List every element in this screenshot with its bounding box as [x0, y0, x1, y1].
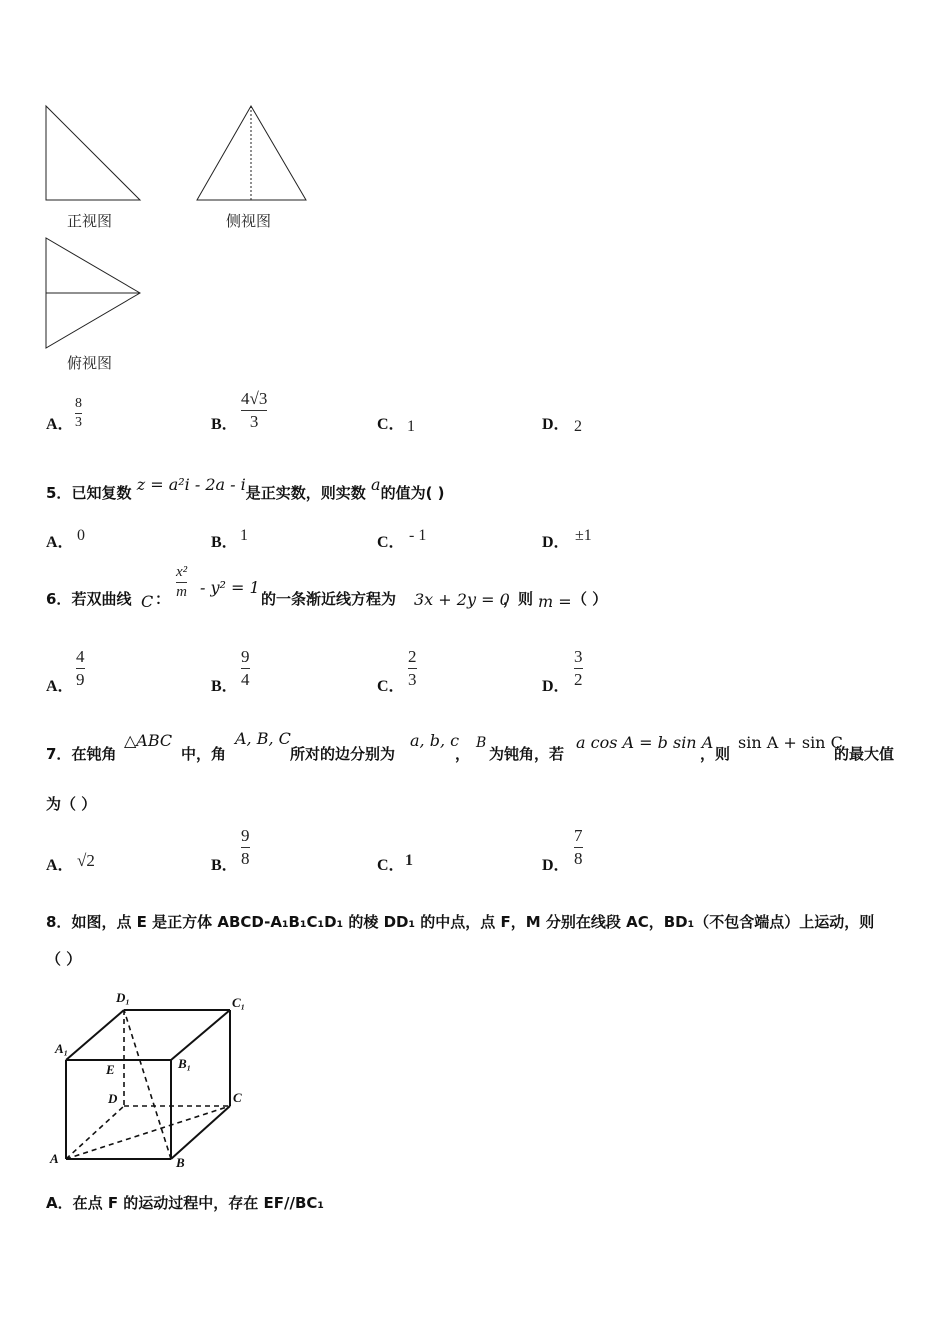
q4-option-c-label[interactable]: C．	[377, 416, 405, 433]
q7-triangle: △ABC	[124, 731, 173, 750]
q7-option-a-value: √2	[77, 851, 95, 870]
q7-option-c-value: 1	[405, 852, 413, 869]
q4-option-a-label[interactable]: A．	[46, 416, 74, 433]
edge-a1-d1	[66, 1010, 124, 1060]
q6-option-a-fraction	[76, 647, 85, 689]
q7-option-d-fraction	[574, 826, 583, 868]
q7-number-text	[46, 743, 116, 764]
q5-text-3: 的值为( )	[380, 484, 445, 502]
q7-number: 7．	[46, 745, 72, 763]
q8-question-line-2: （ ）	[46, 950, 82, 968]
q7-b-denominator: 8	[241, 848, 250, 868]
q6-c-numerator: 2	[408, 647, 417, 666]
q6-b-denominator: 4	[241, 669, 250, 689]
q5-text-1: 已知复数	[71, 484, 132, 502]
q7-d-denominator: 8	[574, 848, 583, 868]
side-view-triangle	[197, 106, 306, 200]
vertex-label-d: D	[108, 1091, 118, 1106]
q7-text-7: 的最大值	[834, 745, 895, 763]
vertex-label-c: C	[233, 1090, 242, 1105]
q5-question	[46, 475, 445, 503]
q6-a-numerator: 4	[76, 647, 85, 666]
q5-option-a-value: 0	[77, 527, 85, 544]
q7-text-2: 中，角	[181, 745, 227, 763]
q7-target: sin A + sin C	[738, 733, 843, 752]
q4-a-denominator: 3	[75, 415, 82, 431]
q6-option-c-fraction	[408, 647, 417, 689]
q6-equation-rest: - y² = 1	[200, 578, 260, 597]
diagonal-b-d1	[124, 1010, 171, 1159]
q6-option-d-label[interactable]: D．	[542, 678, 570, 695]
q7-b-numerator: 9	[241, 826, 250, 845]
q7-text-6: ，则	[700, 745, 731, 763]
vertex-label-e: E	[106, 1062, 115, 1077]
q7-angles: A, B, C	[235, 729, 291, 748]
q6-colon: ：	[155, 590, 171, 608]
q6-curve: C	[141, 592, 154, 611]
vertex-label-b1: B₁	[178, 1056, 192, 1071]
q4-a-numerator: 8	[75, 396, 82, 411]
q7-angle-b: B	[476, 735, 487, 751]
q7-text-5: 为钝角，若	[489, 745, 565, 763]
q5-option-c-value: - 1	[409, 527, 427, 544]
q7-condition: a cos A = b sin A	[576, 733, 714, 752]
q7-option-a-label[interactable]: A．	[46, 857, 74, 874]
front-view-caption: 正视图	[67, 212, 113, 230]
q7-text-1: 在钝角	[71, 745, 117, 763]
q6-text-1: 若双曲线	[71, 590, 132, 608]
q7-option-b-fraction	[241, 826, 250, 868]
q6-d-denominator: 2	[574, 669, 583, 689]
cube-figure	[40, 985, 270, 1175]
q4-option-b-label[interactable]: B．	[211, 416, 238, 433]
q7-text-8: 为（ ）	[46, 795, 97, 813]
q7-text-4: ，	[455, 745, 471, 763]
q6-option-b-label[interactable]: B．	[211, 678, 238, 695]
q4-option-a-fraction	[75, 396, 82, 431]
q8-text: 如图，点 E 是正方体 ABCD-A₁B₁C₁D₁ 的棱 DD₁ 的中点，点 F，M 分别在线段 AC，BD₁（不包含端点）上运动，则	[71, 913, 875, 931]
q6-d-numerator: 3	[574, 647, 583, 666]
q8-option-a[interactable]: A．在点 F 的运动过程中，存在 EF//BC₁	[46, 1194, 324, 1212]
q6-a-denominator: 9	[76, 669, 85, 689]
q5-option-c-label[interactable]: C．	[377, 534, 405, 551]
q4-option-c-value: 1	[407, 418, 415, 435]
q8-number: 8．	[46, 913, 72, 931]
top-view-caption: 俯视图	[67, 354, 113, 372]
q6-eq-numerator: x²	[176, 564, 188, 580]
vertex-label-a: A	[50, 1151, 59, 1166]
vertex-label-a1: A₁	[55, 1041, 69, 1056]
q6-text-3: ，则	[503, 590, 534, 608]
q5-option-b-value: 1	[240, 527, 248, 544]
q6-number-text	[46, 588, 131, 609]
q5-option-a-label[interactable]: A．	[46, 534, 74, 551]
q5-option-d-label[interactable]: D．	[542, 534, 570, 551]
q7-option-c-label[interactable]: C．	[377, 857, 405, 874]
q4-b-denominator: 3	[249, 411, 259, 431]
q4-b-numerator: 4√3	[241, 389, 268, 408]
q4-option-b-fraction	[241, 389, 267, 431]
edge-b1-c1	[171, 1010, 230, 1060]
q5-option-d-value: ±1	[575, 527, 592, 544]
diagonal-a-c	[66, 1106, 230, 1159]
edge-b-c	[171, 1106, 230, 1159]
q6-asymptote: 3x + 2y = 0	[414, 590, 510, 609]
q6-text-2: 的一条渐近线方程为	[261, 590, 397, 608]
edge-a-d-hidden	[66, 1106, 124, 1159]
q6-option-c-label[interactable]: C．	[377, 678, 405, 695]
q6-option-b-fraction	[241, 647, 250, 689]
q6-equation-fraction	[176, 564, 187, 602]
q6-paren: （ ）	[572, 590, 608, 608]
q7-option-b-label[interactable]: B．	[211, 857, 238, 874]
vertex-label-c1: C₁	[232, 995, 246, 1010]
q5-number: 5．	[46, 484, 72, 502]
q5-text-2: 是正实数，则实数	[245, 484, 366, 502]
q6-c-denominator: 3	[408, 669, 417, 689]
q7-text-3: 所对的边分别为	[290, 745, 396, 763]
q5-var: a	[371, 475, 381, 494]
q6-ask: m =	[538, 592, 572, 611]
q6-number: 6．	[46, 590, 72, 608]
q5-option-b-label[interactable]: B．	[211, 534, 238, 551]
q6-option-a-label[interactable]: A．	[46, 678, 74, 695]
q7-option-d-label[interactable]: D．	[542, 857, 570, 874]
q7-d-numerator: 7	[574, 826, 583, 845]
q8-question-line-1	[46, 911, 874, 932]
q4-option-d-value: 2	[574, 418, 582, 435]
q7-sides: a, b, c	[410, 731, 460, 750]
q6-option-d-fraction	[574, 647, 583, 689]
vertex-label-b: B	[176, 1155, 185, 1170]
vertex-label-d1: D₁	[116, 990, 130, 1005]
q6-eq-denominator: m	[176, 584, 187, 601]
q4-option-d-label[interactable]: D．	[542, 416, 570, 433]
q5-formula: z = a²i - 2a - i	[136, 475, 246, 494]
front-view-triangle	[46, 106, 140, 200]
side-view-caption: 侧视图	[226, 212, 272, 230]
q6-b-numerator: 9	[241, 647, 250, 666]
